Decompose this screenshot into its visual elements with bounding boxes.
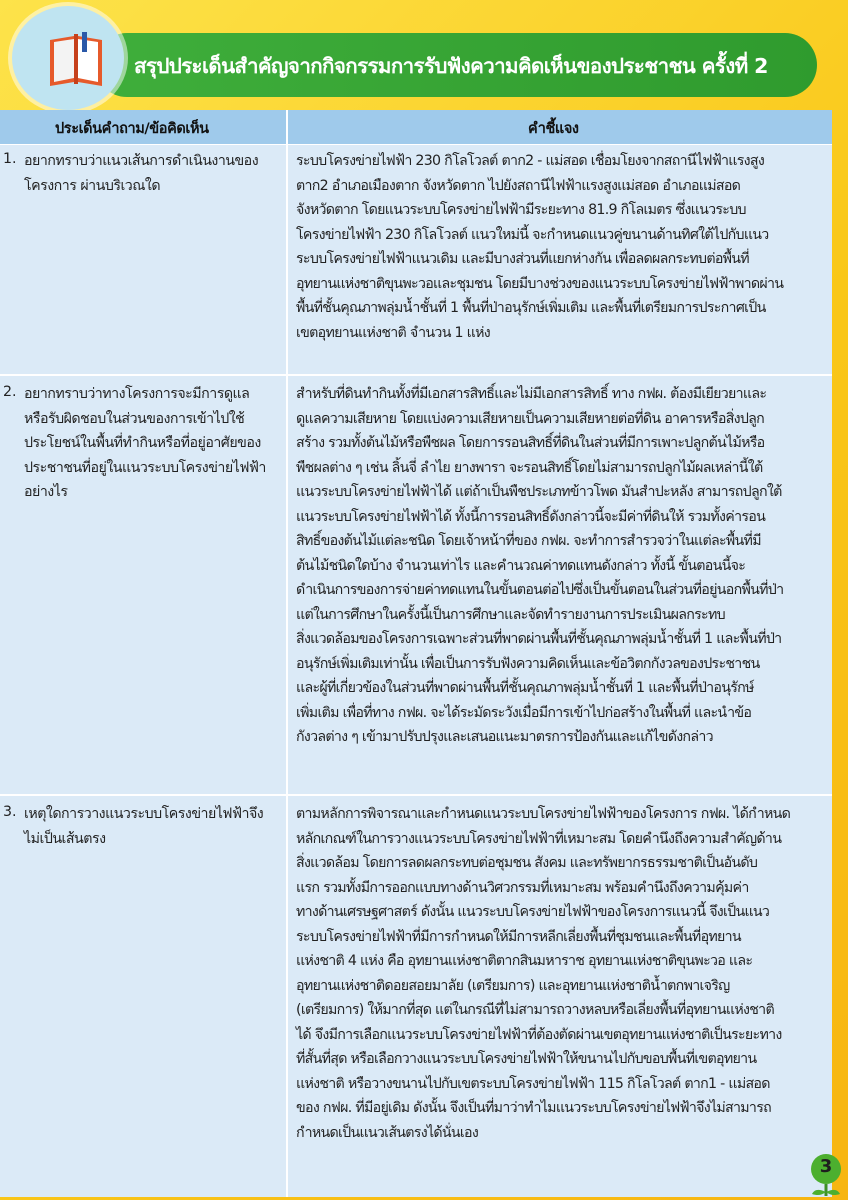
question-line: อยากทราบว่าทางโครงการจะมีการดูแล — [24, 386, 250, 402]
answer-line: อนุรักษ์เพิ่มเติมเท่านั้น เพื่อเป็นการรับฟังความคิดเห็นและข้อวิตกกังวลของประชาชน — [296, 655, 760, 672]
answer-line: สำหรับที่ดินทำกินทั้งที่มีเอกสารสิทธิ์และไม่มีเอกสารสิทธิ์ ทาง กฟผ. ต้องมีเยียวยาและ — [296, 386, 767, 402]
answer-line: แนวระบบโครงข่ายไฟฟ้าได้ ทั้งนี้การรอนสิทธิ์ดังกล่าวนี้จะมีค่าที่ดินให้ รวมทั้งค่ารอน — [296, 508, 766, 525]
row-divider — [0, 794, 832, 796]
answer-cell — [296, 149, 826, 345]
answer-line: ทางด้านเศรษฐศาสตร์ ดังนั้น แนวระบบโครงข่ายไฟฟ้าของโครงการแนวนี้ จึงเป็นแนว — [296, 904, 770, 920]
answer-line: สิ่งแวดล้อมของโครงการเฉพาะส่วนที่พาดผ่านพื้นที่ชั้นคุณภาพลุ่มน้ำชั้นที่ 1 และพื้นที่ป่า — [296, 631, 782, 647]
answer-line: แห่งชาติ หรือวางขนานไปกับเขตระบบโครงข่ายไฟฟ้า 115 กิโลโวลต์ ตาก1 - แม่สอด — [296, 1075, 770, 1092]
answer-line: ต้นไม้ชนิดใดบ้าง จำนวนเท่าไร และคำนวณค่าทดแทนดังกล่าว ทั้งนี้ ขั้นตอนนี้จะ — [296, 557, 746, 574]
row-number: 1. — [3, 151, 17, 167]
answer-line: แนวระบบโครงข่ายไฟฟ้าได้ แต่ถ้าเป็นพืชประเภทข้าวโพด มันสำปะหลัง สามารถปลูกใต้ — [296, 484, 782, 500]
question-line: หรือรับผิดชอบในส่วนของการเข้าไปใช้ — [24, 410, 245, 427]
page-number: 3 — [819, 1156, 833, 1177]
question-cell — [24, 802, 282, 851]
faq-table — [0, 110, 832, 1197]
answer-line: ระบบโครงข่ายไฟฟ้า 230 กิโลโวลต์ ตาก2 - แม่สอด เชื่อมโยงจากสถานีไฟฟ้าแรงสูง — [296, 153, 765, 169]
answer-line: ดำเนินการของการจ่ายค่าทดแทนในขั้นตอนต่อไปซึ่งเป็นขั้นตอนในส่วนที่อยู่นอกพื้นที่ป่า — [296, 582, 784, 598]
page-title: สรุปประเด็นสำคัญจากกิจกรรมการรับฟังความคิดเห็นของประชาชน ครั้งที่ 2 — [134, 54, 768, 78]
answer-line: ได้ จึงมีการเลือกแนวระบบโครงข่ายไฟฟ้าที่ต้องตัดผ่านเขตอุทยานแห่งชาติเป็นระยะทาง — [296, 1026, 782, 1043]
open-book-icon — [46, 32, 106, 88]
row-number: 2. — [3, 384, 17, 400]
answer-line: อุทยานแห่งชาติขุนพะวอและชุมชน โดยมีบางช่วงของแนวระบบโครงข่ายไฟฟ้าพาดผ่าน — [296, 275, 784, 292]
answer-line: แห่งชาติ 4 แห่ง คือ อุทยานแห่งชาติตากสินมหาราช อุทยานแห่งชาติขุนพะวอ และ — [296, 953, 753, 969]
question-line: ประชาชนที่อยู่ในแนวระบบโครงข่ายไฟฟ้า — [24, 459, 266, 476]
answer-line: เพิ่มเติม เพื่อที่ทาง กฟผ. จะได้ระมัดระวังเมื่อมีการเข้าไปก่อสร้างในพื้นที่ และนำข้อ — [296, 704, 752, 721]
answer-line: ของ กฟผ. ที่มีอยู่เดิม ดังนั้น จึงเป็นที่มาว่าทำไมแนวระบบโครงข่ายไฟฟ้าจึงไม่สามารถ — [296, 1100, 772, 1116]
answer-line: (เตรียมการ) ให้มากที่สุด แต่ในกรณีที่ไม่สามารถวางหลบหรือเลี่ยงพื้นที่อุทยานแห่งชาติ — [296, 1002, 774, 1018]
answer-line: แรก รวมทั้งมีการออกแบบทางด้านวิศวกรรมที่เหมาะสม พร้อมคำนึงถึงความคุ้มค่า — [296, 879, 749, 896]
answer-line: สิ่งแวดล้อม โดยการลดผลกระทบต่อชุมชน สังคม และทรัพยากรธรรมชาติเป็นอันดับ — [296, 855, 758, 871]
row-divider — [0, 374, 832, 376]
row-number: 3. — [3, 804, 17, 820]
answer-line: พืชผลต่าง ๆ เช่น ลิ้นจี่ ลำไย ยางพารา จะรอนสิทธิ์โดยไม่สามารถปลูกไม้ผลเหล่านี้ใต้ — [296, 459, 763, 476]
answer-line: หลักเกณฑ์ในการวางแนวระบบโครงข่ายไฟฟ้าที่เหมาะสม โดยคำนึงถึงความสำคัญด้าน — [296, 830, 782, 847]
question-line: อย่างไร — [24, 484, 68, 500]
column-header-question: ประเด็นคำถาม/ข้อคิดเห็น — [55, 121, 209, 137]
answer-line: ระบบโครงข่ายไฟฟ้าแนวเดิม และมีบางส่วนที่แยกห่างกัน เพื่อลดผลกระทบต่อพื้นที่ — [296, 251, 749, 267]
answer-line: สิทธิ์ของต้นไม้แต่ละชนิด โดยเจ้าหน้าที่ของ กฟผ. จะทำการสำรวจว่าในแต่ละพื้นที่มี — [296, 533, 761, 549]
question-line: เหตุใดการวางแนวระบบโครงข่ายไฟฟ้าจึง — [24, 806, 264, 822]
answer-line: กังวลต่าง ๆ เข้ามาปรับปรุงและเสนอแนะมาตรการป้องกันและแก้ไขดังกล่าว — [296, 729, 713, 745]
page-number-badge — [806, 1152, 846, 1198]
question-cell — [24, 382, 282, 505]
answer-line: แต่ในการศึกษาในครั้งนี้เป็นการศึกษาและจัดทำรายงานการประเมินผลกระทบ — [296, 606, 725, 623]
answer-line: จังหวัดตาก โดยแนวระบบโครงข่ายไฟฟ้ามีระยะทาง 81.9 กิโลเมตร ซึ่งแนวระบบ — [296, 202, 746, 218]
answer-line: สร้าง รวมทั้งต้นไม้หรือพืชผล โดยการรอนสิทธิ์ที่ดินในส่วนที่มีการเพาะปลูกต้นไม้หรือ — [296, 435, 765, 451]
column-divider — [286, 110, 288, 1197]
answer-line: ตาก2 อำเภอเมืองตาก จังหวัดตาก ไปยังสถานีไฟฟ้าแรงสูงแม่สอด อำเภอแม่สอด — [296, 177, 741, 194]
answer-cell — [296, 382, 826, 750]
answer-line: ที่สั้นที่สุด หรือเลือกวางแนวระบบโครงข่ายไฟฟ้าให้ขนานไปกับขอบพื้นที่เขตอุทยาน — [296, 1051, 757, 1067]
column-header-answer: คำชี้แจง — [528, 121, 579, 137]
answer-line: พื้นที่ชั้นคุณภาพลุ่มน้ำชั้นที่ 1 พื้นที่ป่าอนุรักษ์เพิ่มเติม และพื้นที่เตรียมการประกาศเป็น — [296, 300, 766, 316]
question-line: ประโยชน์ในพื้นที่ทำกินหรือที่อยู่อาศัยของ — [24, 435, 261, 451]
answer-line: อุทยานแห่งชาติดอยสอยมาลัย (เตรียมการ) และอุทยานแห่งชาติน้ำตกพาเจริญ — [296, 977, 730, 994]
answer-line: ตามหลักการพิจารณาและกำหนดแนวระบบโครงข่ายไฟฟ้าของโครงการ กฟผ. ได้กำหนด — [296, 806, 791, 822]
answer-line: และผู้ที่เกี่ยวข้องในส่วนที่พาดผ่านพื้นที่ชั้นคุณภาพลุ่มน้ำชั้นที่ 1 และพื้นที่ป่าอนุรักษ์ — [296, 680, 754, 696]
question-cell — [24, 149, 282, 198]
answer-line: เขตอุทยานแห่งชาติ จำนวน 1 แห่ง — [296, 324, 490, 341]
question-line: ไม่เป็นเส้นตรง — [24, 830, 106, 847]
answer-cell — [296, 802, 826, 1145]
question-line: โครงการ ผ่านบริเวณใด — [24, 177, 161, 194]
header-icon-circle — [12, 6, 124, 110]
answer-line: ระบบโครงข่ายไฟฟ้าที่มีการกำหนดให้มีการหลีกเลี่ยงพื้นที่ชุมชนและพื้นที่อุทยาน — [296, 928, 741, 945]
question-line: อยากทราบว่าแนวเส้นการดำเนินงานของ — [24, 153, 259, 169]
answer-line: โครงข่ายไฟฟ้า 230 กิโลโวลต์ แนวใหม่นี้ จะกำหนดแนวคู่ขนานด้านทิศใต้ไปกับแนว — [296, 226, 769, 243]
table-header — [0, 110, 832, 145]
answer-line: กำหนดเป็นแนวเส้นตรงได้นั่นเอง — [296, 1124, 479, 1141]
answer-line: ดูแลความเสียหาย โดยแบ่งความเสียหายเป็นความเสียหายต่อที่ดิน อาคารหรือสิ่งปลูก — [296, 410, 765, 427]
